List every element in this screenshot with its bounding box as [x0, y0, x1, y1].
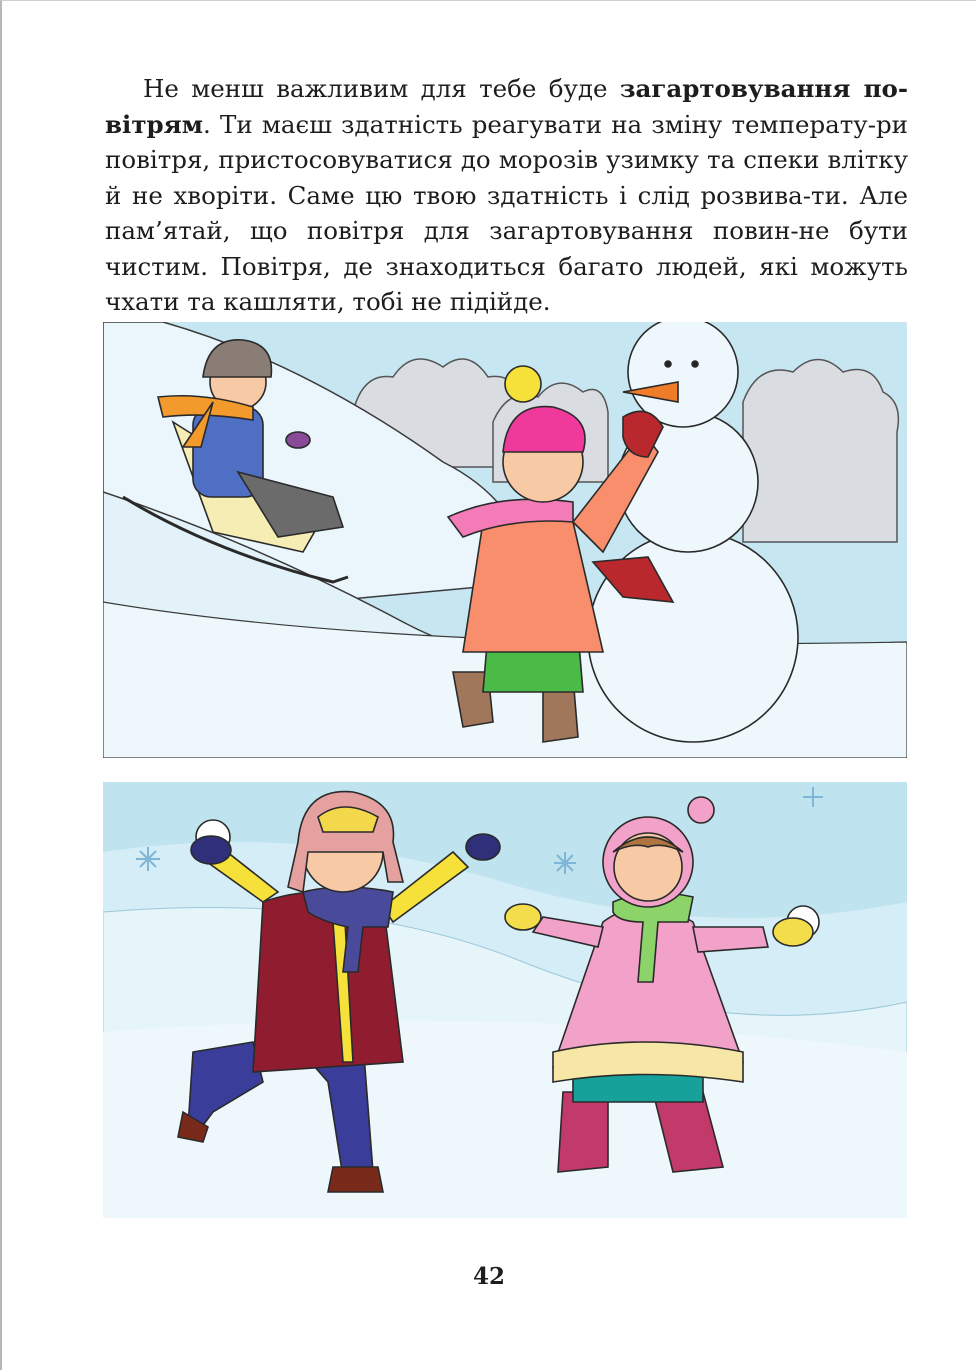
paragraph-rest: . Ти маєш здатність реагувати на зміну температу-ри повітря, пристосовуватися до морозів узимку та спеки влітку й не хворіти. Саме цю твою здатність і слід розвива-ти. Але пам’ятай, що повітря для загартовування повин-не бути чистим. Повітря, де знаходиться багато людей, які можуть чхати та кашляти, тобі не підійде. [105, 109, 908, 316]
illustration-sledding-snowman [103, 322, 907, 758]
body-paragraph [105, 71, 908, 320]
paragraph-intro: Не менш важливим для тебе буде [143, 74, 620, 103]
illustration-snowball-play [103, 782, 907, 1218]
paragraph-bold-term: загартовування по-вітрям [105, 74, 909, 139]
page-number: 42 [472, 1263, 505, 1290]
